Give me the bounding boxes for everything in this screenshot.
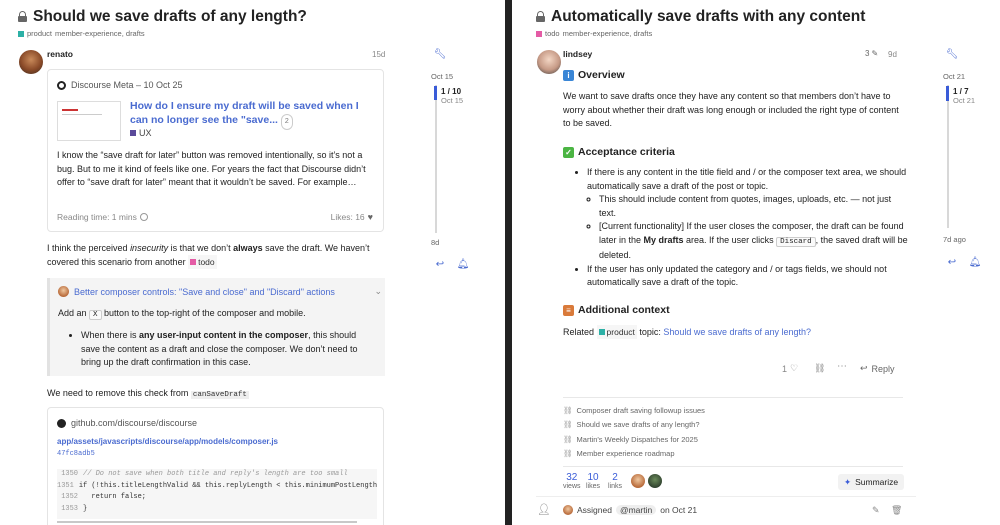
reading-time-label: Reading time: 1 mins: [57, 212, 137, 222]
list-item: [587, 166, 908, 263]
heading-overview: [563, 69, 625, 81]
text: Add an: [58, 308, 90, 318]
code-text: }: [83, 504, 88, 513]
sub-list: [587, 193, 908, 263]
more-options-icon[interactable]: ⋯: [837, 361, 847, 372]
line-number: 1350: [61, 470, 78, 478]
trash-icon[interactable]: 🗑︎: [891, 505, 903, 515]
divider-line: [563, 397, 903, 398]
participant-avatar[interactable]: [648, 474, 662, 488]
code-text: return false;: [83, 493, 147, 501]
assigned-user-mention[interactable]: @martin: [616, 505, 656, 515]
category-tag-todo[interactable]: [188, 255, 217, 269]
heart-icon: ♥: [367, 212, 373, 222]
quote-block: [47, 278, 385, 376]
category-color-swatch: [599, 329, 605, 335]
link-icon: ⛓︎: [563, 449, 573, 459]
github-source[interactable]: [57, 418, 197, 428]
timeline-sub-date: Oct 21: [953, 96, 976, 105]
related-paragraph: [563, 325, 811, 339]
reply-icon[interactable]: ↩︎: [947, 256, 957, 268]
strong: always: [233, 243, 263, 253]
reply-icon[interactable]: ↩︎: [860, 363, 868, 373]
category-link[interactable]: todo: [545, 29, 560, 38]
code-line: [57, 469, 377, 481]
inline-code: canSaveDraft: [192, 391, 247, 399]
github-host[interactable]: github.com/discourse/discourse: [71, 418, 198, 428]
text: area. If the user clicks: [683, 234, 777, 245]
wrench-icon[interactable]: 🔧︎: [945, 48, 959, 60]
timeline-start-date[interactable]: Oct 21: [943, 72, 966, 81]
discourse-logo-icon: [57, 81, 66, 90]
info-icon: i: [563, 70, 574, 81]
text: , the saved draft will be deleted.: [599, 234, 908, 260]
github-commit[interactable]: 47fc8adb5: [57, 450, 95, 458]
text: is that we don’t: [168, 243, 234, 253]
assigned-label: Assigned: [577, 505, 612, 515]
horizontal-scrollbar[interactable]: [57, 521, 357, 523]
code-line: [57, 492, 377, 504]
heading-additional-context: [563, 304, 670, 316]
avatar[interactable]: [537, 50, 561, 74]
stat-label: likes: [586, 483, 601, 490]
tag-label[interactable]: product: [606, 327, 635, 337]
tags-list[interactable]: member-experience, drafts: [562, 29, 653, 38]
line-number: 1351: [57, 481, 74, 490]
text: button to the top-right of the composer and mobile.: [101, 308, 306, 318]
stat-label: links: [608, 483, 623, 490]
category-color-swatch: [18, 31, 24, 37]
stat-value[interactable]: 32: [566, 472, 578, 483]
heading-text: Overview: [578, 69, 625, 81]
reply-icon[interactable]: ↩︎: [435, 258, 445, 270]
category-color-swatch: [130, 130, 136, 136]
quote-header[interactable]: [58, 286, 382, 297]
text: topic:: [636, 327, 664, 337]
category-link[interactable]: product: [27, 29, 53, 38]
books-icon: ≡: [563, 305, 574, 316]
list-item: [599, 220, 908, 263]
topic-header: [18, 8, 307, 38]
link-icon: ⛓︎: [563, 420, 573, 430]
onebox-source: [57, 80, 183, 90]
post-paragraph: [47, 241, 387, 269]
strong: any user-input content in the composer: [139, 330, 309, 340]
onebox-source-label: Discourse Meta – 10 Oct 25: [71, 80, 183, 90]
topic-title-text[interactable]: Automatically save drafts with any content: [551, 8, 866, 25]
criteria-list: [573, 166, 908, 290]
timeline-start-date[interactable]: Oct 15: [431, 72, 454, 81]
github-onebox[interactable]: [47, 407, 384, 525]
post-paragraph: [47, 386, 249, 402]
topic-categories: [18, 29, 307, 38]
topic-categories: [536, 29, 865, 38]
category-color-swatch: [190, 259, 196, 265]
code-text: // Do not save when both title and reply's length are too small: [83, 470, 348, 478]
assign-user-icon[interactable]: 👤︎: [537, 504, 551, 516]
reply-button[interactable]: [860, 363, 895, 374]
code-text: if (!this.titleLengthValid && this.replyLength < this.minimumPostLength: [78, 481, 377, 490]
heart-outline-icon[interactable]: ♡: [790, 363, 799, 373]
list-item-text: If the user has only updated the category and / or tags fields, we should not automatically save a draft of the topic.: [587, 263, 887, 287]
onebox-likes: [331, 212, 373, 222]
reply-label[interactable]: Reply: [871, 363, 895, 374]
list-item: [599, 193, 908, 220]
onebox-card[interactable]: [47, 69, 384, 232]
reading-time: [57, 212, 148, 222]
link-icon[interactable]: ⛓︎: [814, 363, 826, 373]
category-color-swatch: [536, 31, 542, 37]
pencil-icon[interactable]: ✎: [872, 505, 880, 515]
bell-icon[interactable]: 🔔︎: [456, 258, 470, 270]
stat-value[interactable]: 2: [612, 472, 618, 483]
text: When there is: [81, 330, 140, 340]
stat-label: views: [563, 483, 581, 490]
related-topic-item[interactable]: [563, 418, 705, 433]
onebox-excerpt: I know the “save draft for later” button was removed intentionally, so it’s not a bug. But to me it kind of feels like one. For years the fact that Discourse didn’t offer to “save draft for later” meant that it wouldn’t be saved. For example…: [57, 150, 366, 187]
github-file-path[interactable]: app/assets/javascripts/discourse/app/models/composer.js: [57, 437, 278, 446]
divider-line: [536, 496, 916, 497]
reply-count-badge: 2: [281, 114, 293, 130]
quote-list: [67, 329, 377, 370]
code-lines: [57, 469, 377, 515]
onebox-thumbnail: [57, 101, 121, 141]
heading-text: Acceptance criteria: [578, 146, 675, 158]
strong: My drafts: [643, 234, 684, 245]
assignment-info: [563, 505, 697, 515]
avatar[interactable]: [58, 286, 69, 297]
divider-line: [563, 466, 903, 467]
edit-count[interactable]: 3: [865, 49, 870, 58]
likes-label: Likes: 16: [330, 212, 365, 222]
edit-history[interactable]: [865, 49, 878, 58]
github-icon: [57, 419, 66, 428]
tags-list[interactable]: member-experience, drafts: [55, 29, 145, 38]
onebox-title-text[interactable]: How do I ensure my draft will be saved when I can no longer see the "save...: [130, 100, 359, 126]
line-number: 1352: [61, 493, 78, 501]
emphasis: insecurity: [130, 243, 169, 253]
kbd-key: X: [89, 310, 102, 320]
related-topic-title[interactable]: Should we save drafts of any length?: [576, 420, 700, 430]
list-item-text: If there is any content in the title field and / or the composer text area, we should automatically save a draft of the post or topic.: [587, 167, 907, 191]
chevron-down-icon[interactable]: ⌄: [374, 286, 382, 296]
thumbnail-line: [62, 114, 102, 115]
timeline-scroll-handle[interactable]: [434, 86, 437, 100]
sparkle-icon[interactable]: ✦: [844, 476, 852, 487]
wrench-icon[interactable]: 🔧︎: [433, 48, 447, 60]
topic-title-text[interactable]: Should we save drafts of any length?: [33, 8, 307, 25]
bell-icon[interactable]: 🔔︎: [968, 256, 982, 268]
related-topic-item[interactable]: [563, 447, 705, 462]
onebox-title[interactable]: [130, 99, 378, 130]
onebox-category[interactable]: [130, 128, 152, 138]
onebox-category-label[interactable]: UX: [139, 128, 152, 138]
lock-icon: [18, 11, 27, 22]
category-tag-product[interactable]: [597, 325, 637, 339]
post-username[interactable]: lindsey: [563, 49, 593, 59]
timeline-count: 1 / 10: [441, 87, 462, 96]
related-topic-title[interactable]: Member experience roadmap: [576, 449, 675, 459]
text: Related: [563, 327, 597, 337]
timeline-position: [953, 87, 975, 105]
stat-value[interactable]: 10: [587, 472, 599, 483]
heading-acceptance-criteria: [563, 146, 675, 158]
like-count[interactable]: 1: [782, 363, 788, 374]
summarize-label[interactable]: Summarize: [855, 477, 899, 487]
related-topic-title[interactable]: Composer draft saving followup issues: [576, 405, 705, 415]
avatar[interactable]: [563, 505, 573, 515]
list-item-text: This should include content from quotes, images, uploads, etc. — not just text.: [599, 194, 892, 218]
list-item: [81, 329, 377, 370]
check-icon: ✓: [563, 147, 574, 158]
related-topic-title[interactable]: Martin's Weekly Dispatches for 2025: [576, 434, 698, 444]
pencil-icon[interactable]: ✎: [871, 49, 879, 58]
tag-label[interactable]: todo: [198, 257, 215, 267]
participant-avatar[interactable]: [631, 474, 645, 488]
topic-title[interactable]: [18, 8, 307, 26]
line-number: 1353: [61, 504, 78, 513]
assigned-date: on Oct 21: [660, 505, 698, 515]
list-item: [587, 263, 908, 290]
right-topic-pane: [512, 0, 1000, 525]
timeline-scroll-track[interactable]: [947, 85, 949, 228]
link-icon: ⛓︎: [563, 405, 573, 415]
quote-text: [58, 306, 378, 322]
topic-stat-views[interactable]: [563, 472, 581, 490]
code-block: [57, 469, 377, 519]
timeline-end-date[interactable]: 8d: [431, 238, 440, 247]
text: We need to remove this check from: [47, 388, 191, 398]
timeline-sub-date: Oct 15: [441, 96, 464, 105]
text: save the draft. We haven’t covered this scenario from another: [47, 243, 370, 267]
kbd-key: Discard: [776, 237, 816, 247]
lock-icon: [536, 11, 545, 22]
timeline-end-date[interactable]: 7d ago: [943, 235, 966, 244]
topic-title[interactable]: [536, 8, 865, 26]
topic-header: [536, 8, 865, 38]
code-line: [57, 481, 377, 493]
avatar[interactable]: [19, 50, 43, 74]
related-topic-item[interactable]: [563, 403, 705, 418]
topic-stat-likes[interactable]: [586, 472, 600, 490]
post-date[interactable]: 9d: [888, 50, 897, 59]
text: , this should save the content as a draft and close the composer. We don’t need to bring up the draft confirmation in this case.: [81, 330, 358, 367]
like-button[interactable]: [782, 363, 798, 374]
thumbnail-mark: [62, 109, 78, 111]
summarize-button[interactable]: [838, 474, 904, 490]
split-divider[interactable]: [505, 0, 512, 525]
timeline-scroll-track[interactable]: [435, 85, 437, 233]
related-topic-item[interactable]: [563, 432, 705, 447]
quote-title[interactable]: Better composer controls: "Save and close" and "Discard" actions: [74, 286, 335, 297]
post-date[interactable]: 15d: [372, 50, 386, 59]
related-topics-list: [563, 403, 705, 461]
link-icon: ⛓︎: [563, 434, 573, 444]
overview-paragraph: We want to save drafts once they have any content so that members don’t have to worry about whether their draft was long enough or included the right type of content to be saved.: [563, 91, 899, 128]
related-topic-link[interactable]: Should we save drafts of any length?: [663, 327, 812, 337]
topic-stat-links[interactable]: [608, 472, 622, 490]
text: [Current functionality] If the user closes the composer, the draft can be found later in the: [599, 221, 904, 245]
clock-icon: [140, 213, 148, 221]
timeline-scroll-handle[interactable]: [946, 86, 949, 101]
timeline-position: [441, 87, 463, 105]
post-username[interactable]: renato: [47, 49, 73, 59]
text: I think the perceived: [47, 243, 131, 253]
heading-text: Additional context: [578, 304, 670, 316]
timeline-count: 1 / 7: [953, 87, 969, 96]
code-line: [57, 504, 377, 516]
